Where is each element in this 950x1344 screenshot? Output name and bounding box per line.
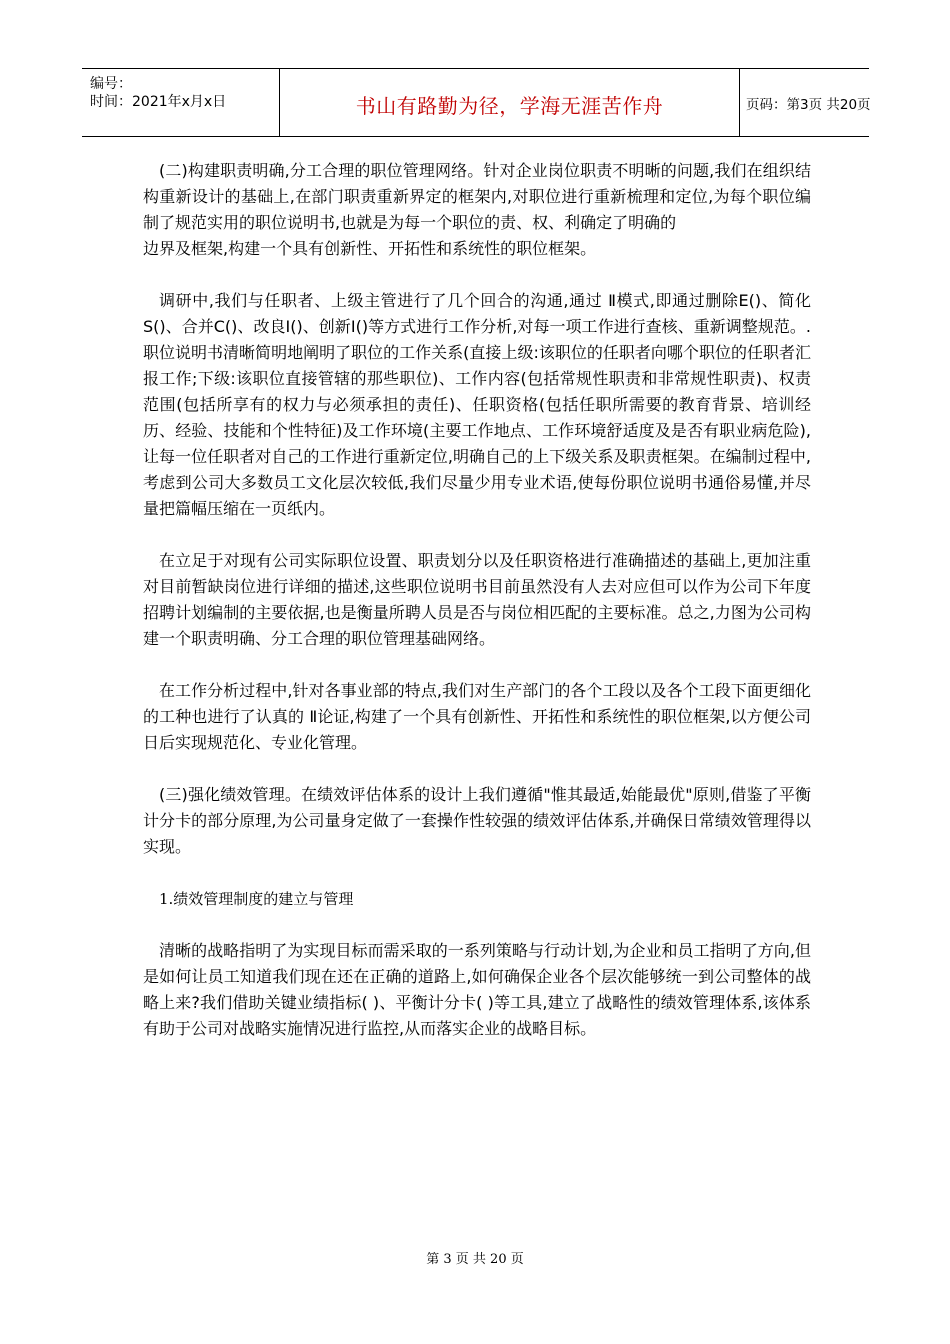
- paragraph-job-network-continued: 边界及框架,构建一个具有创新性、开拓性和系统性的职位框架。: [143, 239, 597, 258]
- header-meta-cell: [82, 69, 280, 136]
- document-date: 时间：2021年x月x日: [90, 94, 227, 110]
- document-number-label: 编号：: [90, 76, 132, 92]
- header-page-info: 页码：第3页 共20页: [746, 97, 871, 113]
- header-motto-cell: [280, 69, 740, 136]
- section-heading-performance-system: 1.绩效管理制度的建立与管理: [159, 890, 354, 908]
- paragraph-strategy: 清晰的战略指明了为实现目标而需采取的一系列策略与行动计划,为企业和员工指明了方向,但是如何让员工知道我们现在还在正确的道路上,如何确保企业各个层次能够统一到公司整体的战略上来?我们借助关键业绩指标( )、平衡计分卡( )等工具,建立了战略性的绩效管理体系,该体系有助于公司对战略实施情况进行监控,从而落实企业的战略目标。: [143, 941, 811, 1038]
- paragraph-performance: (三)强化绩效管理。在绩效评估体系的设计上我们遵循"惟其最适,始能最优"原则,借鉴了平衡计分卡的部分原理,为公司量身定做了一套操作性较强的绩效评估体系,并确保日常绩效管理得以实现。: [143, 785, 811, 856]
- document-body: [143, 158, 811, 1068]
- page-header: [82, 68, 869, 137]
- paragraph-job-network: (二)构建职责明确,分工合理的职位管理网络。针对企业岗位职责不明晰的问题,我们在组织结构重新设计的基础上,在部门职责重新界定的框架内,对职位进行重新梳理和定位,为每个职位编制了规范实用的职位说明书,也就是为每一个职位的责、权、利确定了明确的: [143, 161, 811, 232]
- header-page-cell: [740, 69, 869, 136]
- paragraph-job-analysis: 在工作分析过程中,针对各事业部的特点,我们对生产部门的各个工段以及各个工段下面更细化的工种也进行了认真的 Ⅱ论证,构建了一个具有创新性、开拓性和系统性的职位框架,以方便公司日后实现规范化、专业化管理。: [143, 681, 811, 752]
- page-footer: 第 3 页 共 20 页: [426, 1252, 524, 1267]
- header-motto: 书山有路勤为径，学海无涯苦作舟: [355, 94, 664, 118]
- paragraph-vacant-positions: 在立足于对现有公司实际职位设置、职责划分以及任职资格进行准确描述的基础上,更加注重对目前暂缺岗位进行详细的描述,这些职位说明书目前虽然没有人去对应但可以作为公司下年度招聘计划编制的主要依据,也是衡量所聘人员是否与岗位相匹配的主要标准。总之,力图为公司构建一个职责明确、分工合理的职位管理基础网络。: [143, 551, 811, 648]
- paragraph-research: 调研中,我们与任职者、上级主管进行了几个回合的沟通,通过 Ⅱ模式,即通过删除E()、简化S()、合并C()、改良Ⅰ()、创新Ⅰ()等方式进行工作分析,对每一项工作进行查核、重新调整规范。.职位说明书清晰简明地阐明了职位的工作关系(直接上级:该职位的任职者向哪个职位的任职者汇报工作;下级:该职位直接管辖的那些职位)、工作内容(包括常规性职责和非常规性职责)、权责范围(包括所享有的权力与必须承担的责任)、任职资格(包括任职所需要的教育背景、培训经历、经验、技能和个性特征)及工作环境(主要工作地点、工作环境舒适度及是否有职业病危险),让每一位任职者对自己的工作进行重新定位,明确自己的上下级关系及职责框架。在编制过程中,考虑到公司大多数员工文化层次较低,我们尽量少用专业术语,使每份职位说明书通俗易懂,并尽量把篇幅压缩在一页纸内。: [143, 291, 811, 518]
